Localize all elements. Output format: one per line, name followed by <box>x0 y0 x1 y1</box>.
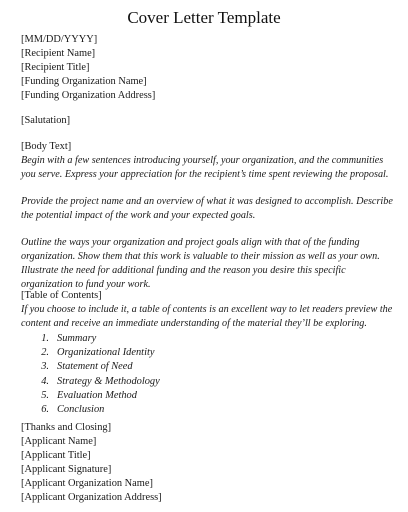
body-paragraph-project: Provide the project name and an overview of what it was designed to accomplish. Describe the potential impact of the work and your expected goals. <box>21 196 393 221</box>
toc-item-label: Statement of Need <box>57 361 133 373</box>
recipient-title-line: [Recipient Title] <box>21 62 90 73</box>
applicant-name-line: [Applicant Name] <box>21 436 97 447</box>
toc-item <box>21 332 393 346</box>
funding-org-address-line: [Funding Organization Address] <box>21 90 156 101</box>
salutation-block <box>21 114 393 128</box>
toc-item-label: Evaluation Method <box>57 389 137 401</box>
salutation-line: [Salutation] <box>21 115 71 126</box>
toc-item-number: 1. <box>41 333 49 344</box>
page-title: Cover Letter Template <box>127 8 281 27</box>
toc-item-label: Summary <box>57 333 97 344</box>
toc-item <box>21 346 393 360</box>
toc-item-number: 5. <box>41 389 49 401</box>
toc-label: [Table of Contents] <box>21 290 102 301</box>
body-paragraph-intro: Begin with a few sentences introducing yourself, your organization, and the communities you serve. Express your appreciation for the recipient’s time spent reviewing the proposal. <box>21 155 389 180</box>
toc-item-number: 3. <box>41 361 49 373</box>
toc-item-number: 2. <box>41 347 49 359</box>
header-block <box>21 33 393 103</box>
applicant-signature-line: [Applicant Signature] <box>21 464 112 475</box>
toc-item-number: 4. <box>41 375 49 387</box>
applicant-org-name-line: [Applicant Organization Name] <box>21 478 153 489</box>
toc-item <box>21 403 393 417</box>
toc-item <box>21 360 393 374</box>
body-text-label: [Body Text] <box>21 141 72 152</box>
toc-item-number: 6. <box>41 403 49 415</box>
body-paragraph-alignment: Outline the ways your organization and project goals align with that of the funding organization. Show them that this work is valuable to their mission as well as your own. Illustrate the need for additional funding and the reason you desire this specific organization to fund your work. <box>21 237 380 290</box>
date-line: [MM/DD/YYYY] <box>21 34 98 45</box>
applicant-org-address-line: [Applicant Organization Address] <box>21 492 162 503</box>
toc-item <box>21 389 393 403</box>
toc-item-label: Conclusion <box>57 403 105 415</box>
toc-block <box>21 289 393 417</box>
alignment-paragraph-block <box>21 236 393 292</box>
toc-intro: If you choose to include it, a table of contents is an excellent way to let readers preview the content and receive an immediate understanding of the material they’ll be exploring. <box>21 304 393 329</box>
applicant-title-line: [Applicant Title] <box>21 450 91 461</box>
funding-org-name-line: [Funding Organization Name] <box>21 76 147 87</box>
project-paragraph-block <box>21 195 393 223</box>
recipient-name-line: [Recipient Name] <box>21 48 96 59</box>
thanks-closing-line: [Thanks and Closing] <box>21 422 112 433</box>
toc-item-label: Organizational Identity <box>57 347 155 359</box>
body-text-block <box>21 140 393 182</box>
toc-item-label: Strategy & Methodology <box>57 375 160 387</box>
toc-item <box>21 375 393 389</box>
closing-block <box>21 421 393 505</box>
toc-list <box>21 332 393 417</box>
